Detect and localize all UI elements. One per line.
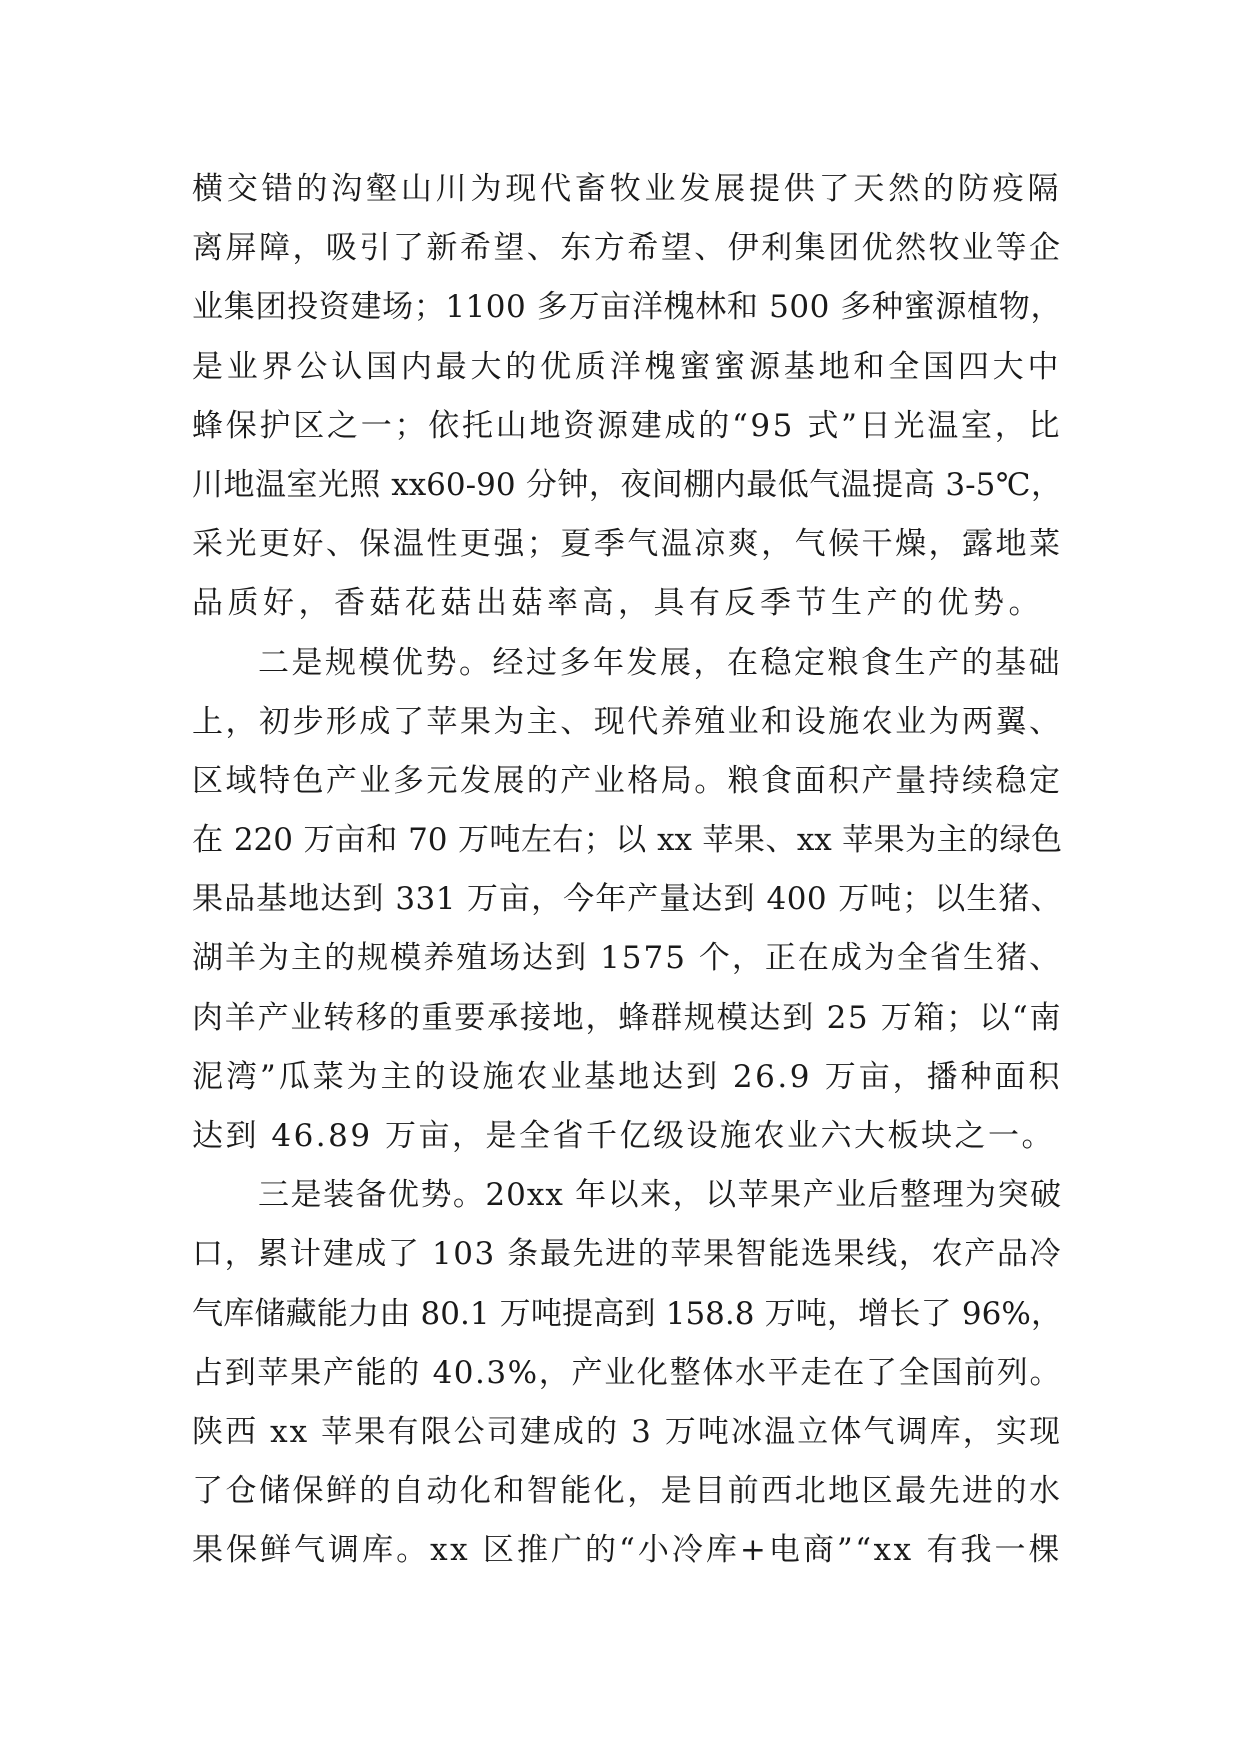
- text-line: 三是装备优势。20xx 年以来，以苹果产业后整理为突破: [258, 1177, 1062, 1214]
- text-line: 是业界公认国内最大的优质洋槐蜜蜜源基地和全国四大中: [192, 348, 1062, 385]
- text-line: 采光更好、保温性更强；夏季气温凉爽，气候干燥，露地菜: [192, 526, 1062, 563]
- body-text: [192, 160, 1062, 1581]
- text-line: 陕西 xx 苹果有限公司建成的 3 万吨冰温立体气调库，实现: [192, 1413, 1062, 1450]
- text-line: 果品基地达到 331 万亩，今年产量达到 400 万吨；以生猪、: [192, 881, 1062, 918]
- text-line: 果保鲜气调库。xx 区推广的“小冷库+电商”“xx 有我一棵: [192, 1532, 1062, 1569]
- text-line: 占到苹果产能的 40.3%，产业化整体水平走在了全国前列。: [192, 1354, 1062, 1391]
- text-line: 湖羊为主的规模养殖场达到 1575 个，正在成为全省生猪、: [192, 940, 1062, 977]
- text-line: 横交错的沟壑山川为现代畜牧业发展提供了天然的防疫隔: [192, 171, 1062, 207]
- text-line: 肉羊产业转移的重要承接地，蜂群规模达到 25 万箱；以“南: [192, 999, 1062, 1036]
- text-line: 泥湾”瓜菜为主的设施农业基地达到 26.9 万亩，播种面积: [192, 1058, 1062, 1095]
- text-line: 上，初步形成了苹果为主、现代养殖业和设施农业为两翼、: [192, 703, 1062, 740]
- text-line: 二是规模优势。经过多年发展，在稳定粮食生产的基础: [258, 644, 1062, 681]
- text-line: 口，累计建成了 103 条最先进的苹果智能选果线，农产品冷: [192, 1236, 1062, 1273]
- text-line: 品质好，香菇花菇出菇率高，具有反季节生产的优势。: [192, 585, 1044, 622]
- text-line: 川地温室光照 xx60-90 分钟，夜间棚内最低气温提高 3-5℃，: [192, 466, 1062, 503]
- text-line: 离屏障，吸引了新希望、东方希望、伊利集团优然牧业等企: [192, 230, 1062, 267]
- text-line: 气库储藏能力由 80.1 万吨提高到 158.8 万吨，增长了 96%，: [192, 1295, 1062, 1332]
- text-line: 达到 46.89 万亩，是全省千亿级设施农业六大板块之一。: [192, 1118, 1055, 1154]
- text-line: 蜂保护区之一；依托山地资源建成的“95 式”日光温室，比: [192, 407, 1062, 444]
- text-line: 了仓储保鲜的自动化和智能化，是目前西北地区最先进的水: [192, 1473, 1062, 1510]
- text-line: 区域特色产业多元发展的产业格局。粮食面积产量持续稳定: [192, 762, 1062, 799]
- text-line: 在 220 万亩和 70 万吨左右；以 xx 苹果、xx 苹果为主的绿色: [192, 822, 1062, 859]
- text-line: 业集团投资建场；1100 多万亩洋槐林和 500 多种蜜源植物，: [192, 289, 1062, 326]
